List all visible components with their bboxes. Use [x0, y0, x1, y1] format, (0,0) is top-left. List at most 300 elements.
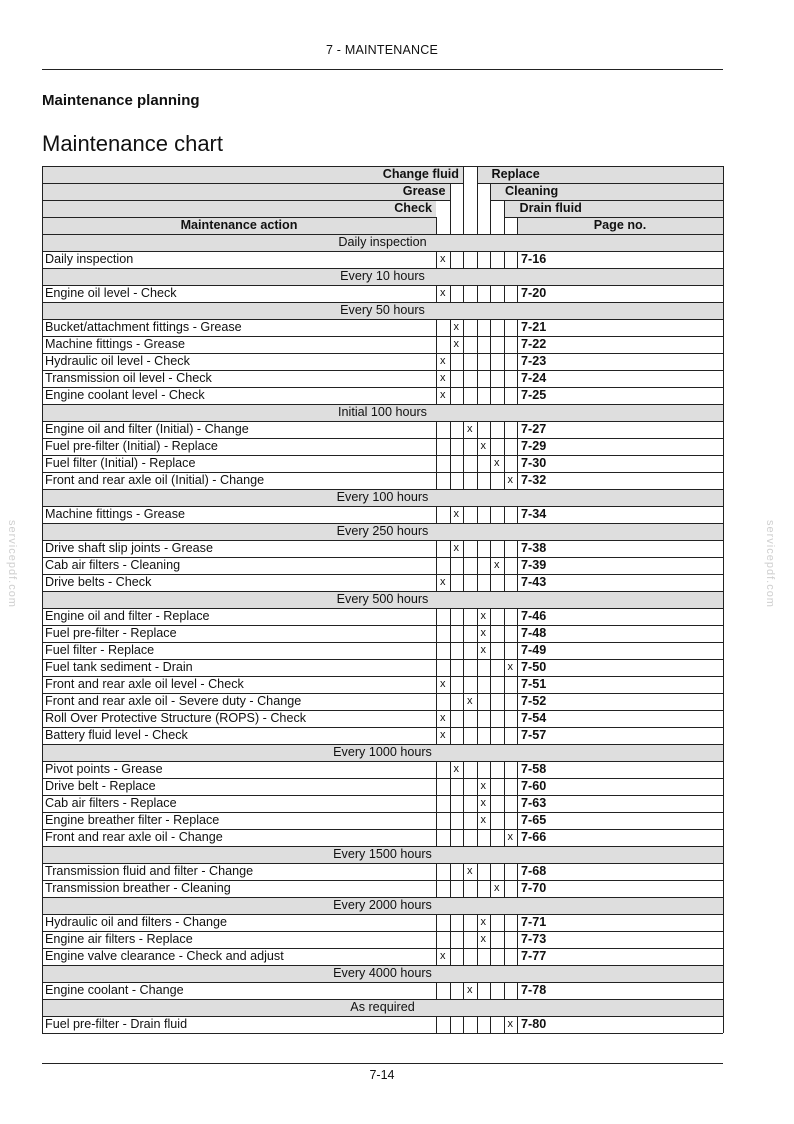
grid-line-vertical: [42, 676, 43, 693]
grid-line-vertical: [477, 251, 478, 268]
grid-line-vertical: [477, 387, 478, 404]
page-reference[interactable]: 7-25: [521, 388, 547, 402]
grid-line-vertical: [504, 455, 505, 472]
grid-line-vertical: [477, 166, 478, 234]
maintenance-action: Drive belts - Check: [45, 575, 152, 589]
grid-line-vertical: [517, 319, 518, 336]
maintenance-action: Fuel tank sediment - Drain: [45, 660, 193, 674]
grid-line-vertical: [723, 268, 724, 285]
interval-mark: x: [467, 695, 473, 707]
grid-line-vertical: [42, 540, 43, 557]
grid-line-vertical: [42, 489, 43, 506]
grid-line-vertical: [477, 761, 478, 778]
grid-line-vertical: [450, 540, 451, 557]
interval-mark: x: [507, 831, 513, 843]
grid-line-vertical: [504, 863, 505, 880]
grid-line-vertical: [723, 540, 724, 557]
grid-line-vertical: [42, 914, 43, 931]
header-cleaning: Cleaning: [505, 184, 559, 198]
grid-line-vertical: [436, 795, 437, 812]
grid-line-vertical: [477, 421, 478, 438]
maintenance-action: Cab air filters - Replace: [45, 796, 177, 810]
interval-header: Initial 100 hours: [42, 404, 723, 421]
grid-line-vertical: [517, 217, 518, 234]
section-title: Maintenance planning: [42, 92, 200, 109]
grid-line-vertical: [463, 676, 464, 693]
grid-line-vertical: [42, 353, 43, 370]
grid-line-vertical: [504, 693, 505, 710]
grid-line-vertical: [436, 914, 437, 931]
maintenance-action: Engine air filters - Replace: [45, 932, 193, 946]
grid-line-vertical: [436, 676, 437, 693]
grid-line-vertical: [463, 710, 464, 727]
grid-line-vertical: [477, 285, 478, 302]
interval-mark: x: [467, 984, 473, 996]
page-reference[interactable]: 7-54: [521, 711, 547, 725]
grid-line-vertical: [450, 982, 451, 999]
interval-mark: x: [494, 882, 500, 894]
grid-line-vertical: [723, 863, 724, 880]
grid-line-vertical: [436, 948, 437, 965]
grid-line-horizontal: [42, 200, 450, 201]
grid-line-vertical: [450, 183, 451, 234]
maintenance-action: Drive shaft slip joints - Grease: [45, 541, 213, 555]
grid-line-vertical: [42, 982, 43, 999]
grid-line-vertical: [490, 812, 491, 829]
interval-mark: x: [494, 559, 500, 571]
grid-line-vertical: [436, 336, 437, 353]
grid-line-vertical: [490, 370, 491, 387]
grid-line-vertical: [504, 472, 505, 489]
grid-line-vertical: [42, 591, 43, 608]
grid-line-vertical: [477, 829, 478, 846]
maintenance-action: Hydraulic oil level - Check: [45, 354, 190, 368]
interval-mark: x: [467, 865, 473, 877]
grid-line-vertical: [517, 982, 518, 999]
grid-line-vertical: [42, 387, 43, 404]
grid-line-vertical: [42, 812, 43, 829]
grid-line-vertical: [463, 880, 464, 897]
interval-header: Every 10 hours: [42, 268, 723, 285]
maintenance-action: Engine coolant level - Check: [45, 388, 205, 402]
interval-mark: x: [440, 253, 446, 265]
grid-line-vertical: [436, 710, 437, 727]
grid-line-vertical: [490, 285, 491, 302]
grid-line-vertical: [477, 659, 478, 676]
footer-rule: [42, 1063, 723, 1064]
grid-line-horizontal: [42, 217, 436, 218]
grid-line-vertical: [517, 693, 518, 710]
grid-line-vertical: [436, 370, 437, 387]
header-drain-fluid: Drain fluid: [519, 201, 582, 215]
grid-line-vertical: [436, 319, 437, 336]
page-reference[interactable]: 7-39: [521, 558, 547, 572]
grid-line-vertical: [463, 387, 464, 404]
page-reference[interactable]: 7-48: [521, 626, 547, 640]
grid-line-vertical: [517, 285, 518, 302]
grid-line-vertical: [477, 540, 478, 557]
grid-line-vertical: [436, 438, 437, 455]
grid-line-vertical: [450, 761, 451, 778]
grid-line-horizontal: [42, 489, 723, 490]
grid-line-vertical: [504, 642, 505, 659]
grid-line-vertical: [477, 693, 478, 710]
grid-line-vertical: [450, 557, 451, 574]
grid-line-vertical: [490, 676, 491, 693]
grid-line-vertical: [436, 812, 437, 829]
grid-line-vertical: [723, 472, 724, 489]
page-reference[interactable]: 7-58: [521, 762, 547, 776]
interval-mark: x: [453, 763, 459, 775]
grid-line-vertical: [504, 438, 505, 455]
grid-line-vertical: [723, 795, 724, 812]
grid-line-vertical: [504, 540, 505, 557]
grid-line-vertical: [504, 353, 505, 370]
grid-line-vertical: [450, 914, 451, 931]
grid-line-vertical: [436, 778, 437, 795]
grid-line-vertical: [450, 472, 451, 489]
grid-line-vertical: [723, 948, 724, 965]
interval-mark: x: [507, 474, 513, 486]
grid-line-vertical: [723, 812, 724, 829]
page-reference[interactable]: 7-38: [521, 541, 547, 555]
grid-line-vertical: [450, 778, 451, 795]
page-reference[interactable]: 7-49: [521, 643, 547, 657]
interval-mark: x: [440, 372, 446, 384]
grid-line-vertical: [504, 659, 505, 676]
header-maintenance-action: Maintenance action: [180, 218, 298, 232]
grid-line-vertical: [723, 285, 724, 302]
interval-mark: x: [480, 780, 486, 792]
grid-line-vertical: [490, 1016, 491, 1033]
maintenance-action: Front and rear axle oil - Severe duty - Change: [45, 694, 302, 708]
grid-line-vertical: [463, 557, 464, 574]
grid-line-vertical: [477, 948, 478, 965]
page-reference[interactable]: 7-22: [521, 337, 547, 351]
grid-line-vertical: [490, 336, 491, 353]
maintenance-action: Roll Over Protective Structure (ROPS) - Check: [45, 711, 307, 725]
grid-line-vertical: [477, 914, 478, 931]
interval-mark: x: [494, 457, 500, 469]
grid-line-vertical: [517, 676, 518, 693]
grid-line-vertical: [504, 387, 505, 404]
grid-line-vertical: [450, 948, 451, 965]
grid-line-vertical: [477, 642, 478, 659]
grid-line-vertical: [463, 574, 464, 591]
page-reference[interactable]: 7-32: [521, 473, 547, 487]
grid-line-vertical: [436, 727, 437, 744]
grid-line-vertical: [504, 608, 505, 625]
grid-line-vertical: [723, 506, 724, 523]
grid-line-vertical: [490, 914, 491, 931]
interval-mark: x: [467, 423, 473, 435]
maintenance-action: Transmission oil level - Check: [45, 371, 212, 385]
interval-mark: x: [440, 950, 446, 962]
grid-line-vertical: [42, 761, 43, 778]
grid-line-vertical: [436, 387, 437, 404]
grid-line-vertical: [504, 914, 505, 931]
grid-line-vertical: [436, 642, 437, 659]
grid-line-vertical: [723, 897, 724, 914]
grid-line-vertical: [723, 336, 724, 353]
grid-line-vertical: [490, 982, 491, 999]
grid-line-vertical: [504, 982, 505, 999]
chart-title: Maintenance chart: [42, 131, 223, 156]
grid-line-vertical: [490, 472, 491, 489]
grid-line-vertical: [723, 982, 724, 999]
grid-line-vertical: [42, 251, 43, 268]
page-reference[interactable]: 7-57: [521, 728, 547, 742]
grid-line-vertical: [490, 710, 491, 727]
maintenance-action: Cab air filters - Cleaning: [45, 558, 181, 572]
maintenance-action: Bucket/attachment fittings - Grease: [45, 320, 242, 334]
page-reference[interactable]: 7-73: [521, 932, 547, 946]
grid-line-vertical: [477, 455, 478, 472]
grid-line-vertical: [436, 455, 437, 472]
interval-mark: x: [440, 678, 446, 690]
grid-line-vertical: [477, 506, 478, 523]
grid-line-vertical: [504, 251, 505, 268]
header-page-no: Page no.: [593, 218, 647, 232]
grid-line-vertical: [477, 336, 478, 353]
interval-header: Every 1500 hours: [42, 846, 723, 863]
grid-line-vertical: [723, 642, 724, 659]
grid-line-vertical: [517, 336, 518, 353]
grid-line-vertical: [490, 319, 491, 336]
grid-line-vertical: [42, 268, 43, 285]
grid-line-vertical: [517, 778, 518, 795]
grid-line-vertical: [42, 404, 43, 421]
grid-line-vertical: [42, 829, 43, 846]
grid-line-vertical: [490, 625, 491, 642]
grid-line-vertical: [504, 421, 505, 438]
grid-line-vertical: [436, 982, 437, 999]
grid-line-vertical: [490, 659, 491, 676]
grid-line-vertical: [477, 557, 478, 574]
grid-line-horizontal: [42, 999, 723, 1000]
grid-line-vertical: [436, 1016, 437, 1033]
interval-header: As required: [42, 999, 723, 1016]
grid-line-vertical: [477, 574, 478, 591]
page-reference[interactable]: 7-52: [521, 694, 547, 708]
grid-line-vertical: [463, 336, 464, 353]
grid-line-vertical: [477, 319, 478, 336]
grid-line-vertical: [477, 795, 478, 812]
grid-line-vertical: [723, 727, 724, 744]
grid-line-vertical: [463, 914, 464, 931]
page-reference[interactable]: 7-63: [521, 796, 547, 810]
grid-line-vertical: [436, 761, 437, 778]
page-reference[interactable]: 7-21: [521, 320, 547, 334]
grid-line-vertical: [723, 302, 724, 319]
interval-header: Every 100 hours: [42, 489, 723, 506]
grid-line-vertical: [723, 489, 724, 506]
grid-line-vertical: [490, 778, 491, 795]
grid-line-vertical: [42, 234, 43, 251]
grid-line-vertical: [517, 455, 518, 472]
grid-line-vertical: [463, 506, 464, 523]
grid-line-vertical: [723, 880, 724, 897]
grid-line-vertical: [463, 659, 464, 676]
grid-line-vertical: [42, 506, 43, 523]
grid-line-vertical: [504, 812, 505, 829]
page-reference[interactable]: 7-70: [521, 881, 547, 895]
grid-line-vertical: [42, 557, 43, 574]
grid-line-vertical: [436, 931, 437, 948]
grid-line-vertical: [517, 863, 518, 880]
grid-line-vertical: [490, 829, 491, 846]
grid-line-vertical: [490, 251, 491, 268]
grid-line-vertical: [450, 863, 451, 880]
page-reference[interactable]: 7-46: [521, 609, 547, 623]
grid-line-vertical: [450, 795, 451, 812]
grid-line-vertical: [436, 863, 437, 880]
grid-line-vertical: [450, 387, 451, 404]
page-reference[interactable]: 7-43: [521, 575, 547, 589]
grid-line-vertical: [517, 761, 518, 778]
grid-line-vertical: [42, 574, 43, 591]
grid-line-vertical: [723, 710, 724, 727]
grid-line-vertical: [504, 200, 505, 234]
grid-line-vertical: [490, 608, 491, 625]
maintenance-action: Transmission breather - Cleaning: [45, 881, 231, 895]
grid-line-vertical: [517, 710, 518, 727]
page-reference[interactable]: 7-24: [521, 371, 547, 385]
grid-line-vertical: [436, 251, 437, 268]
maintenance-action: Fuel filter (Initial) - Replace: [45, 456, 196, 470]
grid-line-vertical: [517, 948, 518, 965]
grid-line-vertical: [42, 778, 43, 795]
page-reference[interactable]: 7-68: [521, 864, 547, 878]
interval-mark: x: [453, 321, 459, 333]
page-reference[interactable]: 7-78: [521, 983, 547, 997]
maintenance-action: Hydraulic oil and filters - Change: [45, 915, 227, 929]
interval-mark: x: [480, 610, 486, 622]
grid-line-vertical: [477, 608, 478, 625]
grid-line-vertical: [450, 931, 451, 948]
page-reference[interactable]: 7-29: [521, 439, 547, 453]
grid-line-vertical: [450, 438, 451, 455]
grid-line-vertical: [436, 557, 437, 574]
page-reference[interactable]: 7-77: [521, 949, 547, 963]
interval-mark: x: [440, 389, 446, 401]
grid-line-vertical: [42, 319, 43, 336]
grid-line-vertical: [723, 438, 724, 455]
grid-line-vertical: [504, 557, 505, 574]
grid-line-vertical: [723, 999, 724, 1016]
grid-line-vertical: [477, 625, 478, 642]
grid-line-vertical: [490, 455, 491, 472]
grid-line-vertical: [517, 1016, 518, 1033]
page-reference[interactable]: 7-80: [521, 1017, 547, 1031]
interval-header: Every 2000 hours: [42, 897, 723, 914]
page-reference[interactable]: 7-16: [521, 252, 547, 266]
grid-line-vertical: [723, 574, 724, 591]
grid-line-vertical: [436, 353, 437, 370]
interval-header: Daily inspection: [42, 234, 723, 251]
interval-mark: x: [440, 729, 446, 741]
grid-line-vertical: [463, 455, 464, 472]
grid-line-vertical: [477, 353, 478, 370]
interval-mark: x: [453, 508, 459, 520]
maintenance-action: Engine valve clearance - Check and adjust: [45, 949, 284, 963]
grid-line-horizontal: [42, 846, 723, 847]
interval-mark: x: [480, 644, 486, 656]
page-reference[interactable]: 7-23: [521, 354, 547, 368]
grid-line-vertical: [723, 421, 724, 438]
page-reference[interactable]: 7-66: [521, 830, 547, 844]
grid-line-vertical: [477, 438, 478, 455]
grid-line-vertical: [504, 795, 505, 812]
grid-line-vertical: [450, 285, 451, 302]
interval-mark: x: [440, 355, 446, 367]
interval-mark: x: [507, 661, 513, 673]
maintenance-action: Daily inspection: [45, 252, 134, 266]
maintenance-action: Machine fittings - Grease: [45, 507, 185, 521]
grid-line-vertical: [490, 880, 491, 897]
grid-line-vertical: [517, 880, 518, 897]
interval-mark: x: [440, 712, 446, 724]
grid-line-vertical: [436, 574, 437, 591]
grid-line-vertical: [450, 574, 451, 591]
page-reference[interactable]: 7-34: [521, 507, 547, 521]
grid-line-vertical: [463, 948, 464, 965]
interval-header: Every 4000 hours: [42, 965, 723, 982]
grid-line-vertical: [42, 965, 43, 982]
interval-mark: x: [480, 797, 486, 809]
page-reference[interactable]: 7-50: [521, 660, 547, 674]
grid-line-vertical: [463, 829, 464, 846]
page-reference[interactable]: 7-20: [521, 286, 547, 300]
grid-line-vertical: [723, 370, 724, 387]
grid-line-vertical: [517, 727, 518, 744]
page-reference[interactable]: 7-71: [521, 915, 547, 929]
page-reference[interactable]: 7-65: [521, 813, 547, 827]
grid-line-vertical: [436, 608, 437, 625]
grid-line-vertical: [723, 166, 724, 234]
grid-line-vertical: [517, 370, 518, 387]
grid-line-vertical: [450, 880, 451, 897]
maintenance-action: Fuel pre-filter - Replace: [45, 626, 177, 640]
grid-line-vertical: [723, 778, 724, 795]
grid-line-vertical: [42, 438, 43, 455]
grid-line-vertical: [504, 319, 505, 336]
grid-line-vertical: [42, 421, 43, 438]
grid-line-vertical: [504, 761, 505, 778]
maintenance-action: Front and rear axle oil (Initial) - Change: [45, 473, 265, 487]
grid-line-vertical: [463, 438, 464, 455]
grid-line-vertical: [463, 251, 464, 268]
grid-line-vertical: [463, 540, 464, 557]
grid-line-vertical: [436, 880, 437, 897]
interval-header: Every 250 hours: [42, 523, 723, 540]
interval-mark: x: [480, 933, 486, 945]
grid-line-vertical: [504, 676, 505, 693]
page-reference[interactable]: 7-51: [521, 677, 547, 691]
page-reference[interactable]: 7-30: [521, 456, 547, 470]
grid-line-vertical: [517, 642, 518, 659]
header-grease: Grease: [402, 184, 446, 198]
grid-line-vertical: [490, 727, 491, 744]
page-reference[interactable]: 7-27: [521, 422, 547, 436]
grid-line-vertical: [42, 302, 43, 319]
grid-line-horizontal: [42, 404, 723, 405]
grid-line-vertical: [517, 931, 518, 948]
grid-line-vertical: [436, 625, 437, 642]
grid-line-vertical: [42, 727, 43, 744]
page-reference[interactable]: 7-60: [521, 779, 547, 793]
grid-line-vertical: [723, 523, 724, 540]
